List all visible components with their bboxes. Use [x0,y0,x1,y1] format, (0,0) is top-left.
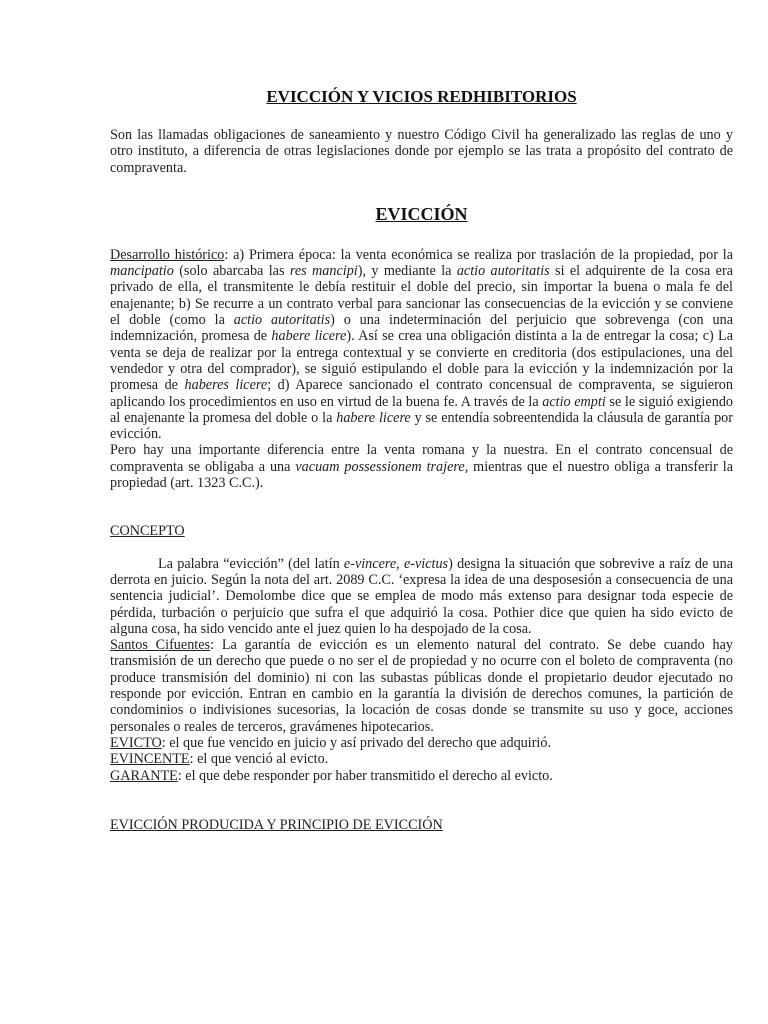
text-run: ) designa la situación que sobrevive a raíz de una derrota en juicio. Según la nota del art. 2089 C.C. ‘expresa la idea de una desposesión a consecuencia de una sentencia judicial’. Demolombe dice que se emplea de modo más extenso para designar toda especie de pérdida, turbación o perjuicio que sufra el que adquirió la cosa. Pothier dice que quien ha sido evicto de alguna cosa, ha sido vencido ante el juez quien lo ha despojado de la cosa. [110,555,733,637]
text-run: ). Así se crea una obligación distinta a la de entregar la cosa; c) La venta se deja de realizar por la entrega contextual y se convierte en creditoria (dos estipulaciones, una del vendedor y otra del comprador), se siguió estipulando el doble para la evicción y la indemnización por la promesa de [110,328,733,394]
document-title: EVICCIÓN Y VICIOS REDHIBITORIOS [266,87,577,106]
eviccion-producida-heading: EVICCIÓN PRODUCIDA Y PRINCIPIO DE EVICCIÓN [110,816,443,833]
italic-term: actio autoritatis [456,263,550,280]
italic-term: mancipatio [110,263,174,280]
text-run: si el adquirente de la cosa era privado de ella, el transmitente le debía restituir el doble del precio, sin importar la buena o mala fe del enajenante; b) Se recurre a un contrato verbal para sancionar las consecuencias de la evicción y se conviene el doble (como la [110,263,733,329]
document-page [110,86,733,833]
italic-term: habere licere [271,328,347,345]
text-run: : el que venció al evicto. [189,751,329,768]
evicto-definition [110,735,733,751]
section-title-eviccion: EVICCIÓN [375,203,468,224]
italic-term: res mancipi [289,263,358,280]
concepto-heading: CONCEPTO [110,523,185,540]
spacer [110,540,733,556]
italic-term: vacuam possessionem trajere [295,458,465,475]
text-run: y se entendía sobreentendida la cláusula de garantía por evicción. [110,409,733,443]
underlined-term: Desarrollo histórico [110,246,225,263]
spacer [110,491,733,523]
text-run: Pero hay una importante diferencia entre la venta romana y la nuestra. En el contrato concensual de compraventa se obligaba a una [110,442,733,475]
underlined-term: Santos Cifuentes [110,637,211,654]
underlined-term: EVICTO [110,734,162,751]
text-run: (solo abarcaba las [173,263,290,280]
diferencia-paragraph [110,442,733,491]
underlined-term: EVINCENTE [110,751,190,768]
italic-term: actio autoritatis [233,312,331,329]
garante-definition [110,768,733,784]
text-run: se le siguió exigiendo al enajenante la promesa del doble o la [110,393,734,426]
evincente-definition [110,751,733,767]
text-run: ) o una indeterminación del perjuicio que sobrevenga (con una indemnización, promesa de [110,312,733,345]
italic-term: haberes licere [184,377,268,394]
text-run: La palabra “evicción” (del latín [158,555,344,572]
desarrollo-historico-paragraph [110,247,733,443]
text-run: ; d) Aparece sancionado el contrato concensual de compraventa, se siguieron aplicando los procedimientos en uso en virtud de la buena fe. A través de la [110,377,733,410]
italic-term: actio empti [542,393,606,410]
italic-term: habere licere [336,409,411,426]
text-run: : a) Primera época: la venta económica se realiza por traslación de la propiedad, por la [224,246,733,263]
spacer [110,784,733,817]
intro-paragraph: Son las llamadas obligaciones de saneamiento y nuestro Código Civil ha generalizado las reglas de uno y otro instituto, a diferencia de otras legislaciones donde por ejemplo se las trata a propósito del contrato de compraventa. [110,127,733,176]
text-run: : el que debe responder por haber transmitido el derecho al evicto. [177,767,553,784]
concepto-paragraph [110,556,733,637]
italic-term: e-vincere, e-victus [343,555,449,572]
text-run: : el que fue vencido en juicio y así privado del derecho que adquirió. [161,734,552,751]
santos-cifuentes-paragraph [110,637,733,735]
text-run: , mientras que el nuestro obliga a transferir la propiedad (art. 1323 C.C.). [110,458,733,492]
text-run: ), y mediante la [357,263,457,280]
text-run: : La garantía de evicción es un elemento natural del contrato. Se debe cuando hay transmisión de un derecho que puede o no ser el de propiedad y no ocurre con el boleto de compraventa (no produce transmisión del dominio) ni con las subastas públicas donde el propietario deudor ejecutado no responde por evicción. Entran en cambio en la garantía la división de derechos comunes, la partición de condominios o indivisiones sucesorias, la locación de cosas donde se transmite su uso y goce, acciones personales o reales de terceros, gravámenes hipotecarios. [110,637,734,735]
underlined-term: GARANTE [110,767,178,784]
